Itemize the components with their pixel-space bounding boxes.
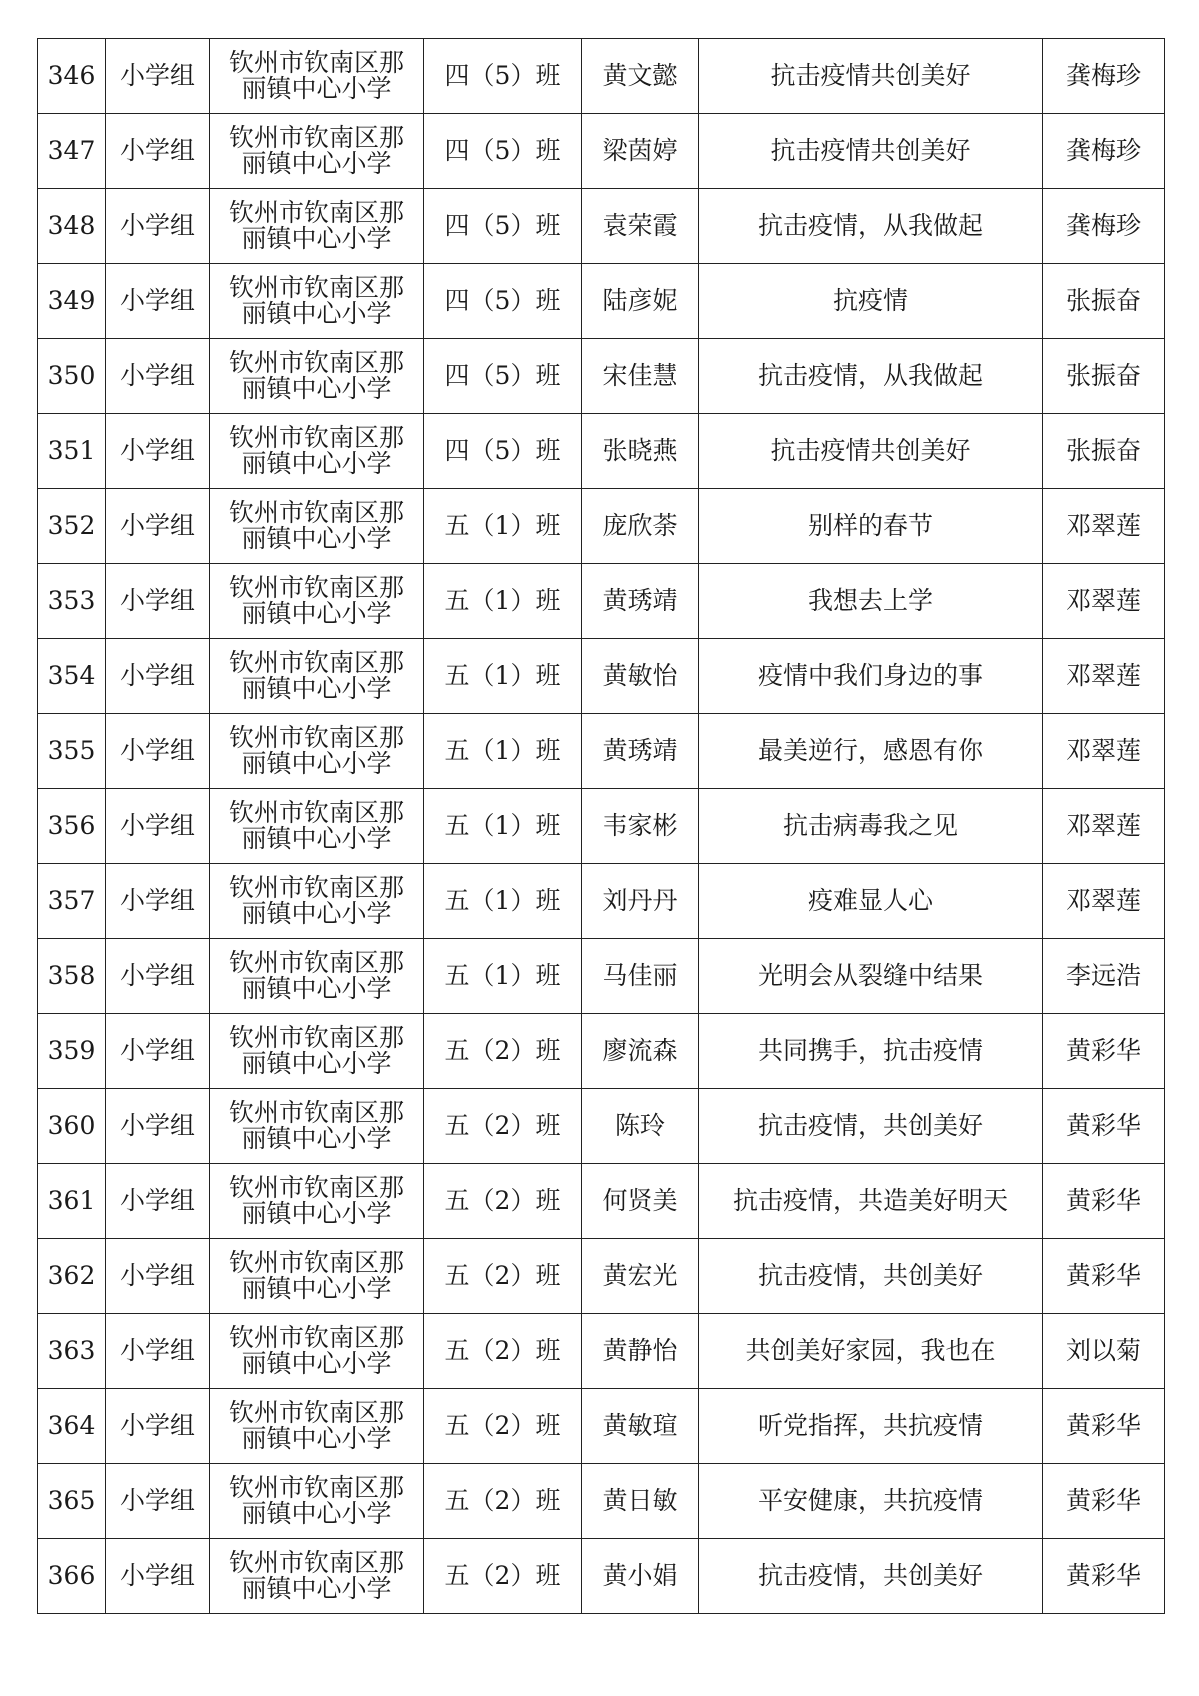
entry-group: 小学组 [106,864,210,939]
school-line-1: 钦州市钦南区那 [228,572,404,602]
entry-title: 听党指挥，共抗疫情 [699,1389,1043,1464]
entry-class: 五（1）班 [424,639,582,714]
entry-student: 黄文懿 [582,39,699,114]
school-line-1: 钦州市钦南区那 [228,1547,404,1577]
entry-number: 365 [38,1464,106,1539]
entry-title: 抗击病毒我之见 [699,789,1043,864]
entry-school [210,1464,424,1539]
entry-school [210,339,424,414]
entry-group: 小学组 [106,489,210,564]
school-line-2: 丽镇中心小学 [241,449,392,478]
entry-group: 小学组 [106,639,210,714]
entry-school [210,414,424,489]
entry-title: 抗击疫情，从我做起 [699,339,1043,414]
entry-class: 五（1）班 [424,489,582,564]
entry-number: 366 [38,1539,106,1614]
entry-class: 五（1）班 [424,714,582,789]
entry-class: 四（5）班 [424,114,582,189]
school-line-1: 钦州市钦南区那 [228,1097,404,1127]
entry-teacher: 黄彩华 [1043,1539,1165,1614]
table-row [38,1014,1165,1089]
table-row [38,1164,1165,1239]
entry-student: 庞欣荼 [582,489,699,564]
entry-group: 小学组 [106,1089,210,1164]
entry-school [210,1014,424,1089]
entry-number: 363 [38,1314,106,1389]
entry-student: 袁荣霞 [582,189,699,264]
entry-class: 四（5）班 [424,339,582,414]
entry-teacher: 黄彩华 [1043,1239,1165,1314]
entry-number: 357 [38,864,106,939]
entry-teacher: 邓翠莲 [1043,564,1165,639]
entry-teacher: 邓翠莲 [1043,864,1165,939]
entry-student: 黄琇靖 [582,714,699,789]
entry-number: 354 [38,639,106,714]
entry-teacher: 邓翠莲 [1043,639,1165,714]
school-line-2: 丽镇中心小学 [241,1199,392,1228]
school-line-1: 钦州市钦南区那 [228,347,404,377]
entry-school [210,789,424,864]
school-line-1: 钦州市钦南区那 [228,1322,404,1352]
entry-teacher: 龚梅珍 [1043,39,1165,114]
entry-group: 小学组 [106,1389,210,1464]
entry-teacher: 龚梅珍 [1043,114,1165,189]
entry-title: 共创美好家园，我也在 [699,1314,1043,1389]
school-line-2: 丽镇中心小学 [241,1049,392,1078]
entry-school [210,39,424,114]
entry-teacher: 刘以菊 [1043,1314,1165,1389]
school-line-2: 丽镇中心小学 [241,749,392,778]
entry-title: 抗击疫情共创美好 [699,39,1043,114]
entry-number: 352 [38,489,106,564]
entry-student: 黄敏瑄 [582,1389,699,1464]
school-line-1: 钦州市钦南区那 [228,422,404,452]
entry-group: 小学组 [106,789,210,864]
entry-group: 小学组 [106,114,210,189]
entry-class: 五（2）班 [424,1539,582,1614]
entry-student: 梁茵婷 [582,114,699,189]
entry-teacher: 龚梅珍 [1043,189,1165,264]
entry-teacher: 张振奋 [1043,414,1165,489]
school-line-2: 丽镇中心小学 [241,1349,392,1378]
school-line-1: 钦州市钦南区那 [228,1472,404,1502]
entry-number: 348 [38,189,106,264]
entry-teacher: 黄彩华 [1043,1464,1165,1539]
entry-student: 黄琇靖 [582,564,699,639]
entry-group: 小学组 [106,939,210,1014]
entry-number: 347 [38,114,106,189]
entry-group: 小学组 [106,1014,210,1089]
entry-group: 小学组 [106,1539,210,1614]
entry-school [210,1314,424,1389]
entry-teacher: 李远浩 [1043,939,1165,1014]
school-line-2: 丽镇中心小学 [241,674,392,703]
school-line-2: 丽镇中心小学 [241,299,392,328]
school-line-1: 钦州市钦南区那 [228,47,404,77]
entry-class: 四（5）班 [424,264,582,339]
table-row [38,714,1165,789]
entry-group: 小学组 [106,1164,210,1239]
entry-group: 小学组 [106,1239,210,1314]
entry-title: 光明会从裂缝中结果 [699,939,1043,1014]
entry-class: 五（1）班 [424,939,582,1014]
entry-student: 刘丹丹 [582,864,699,939]
entry-student: 黄静怡 [582,1314,699,1389]
entry-student: 黄小娟 [582,1539,699,1614]
entry-group: 小学组 [106,339,210,414]
entry-school [210,1089,424,1164]
entry-class: 五（2）班 [424,1314,582,1389]
entry-class: 五（1）班 [424,564,582,639]
entry-school [210,639,424,714]
entry-teacher: 邓翠莲 [1043,714,1165,789]
entry-school [210,564,424,639]
entry-class: 四（5）班 [424,189,582,264]
entry-number: 358 [38,939,106,1014]
table-row [38,1464,1165,1539]
table-row [38,489,1165,564]
school-line-2: 丽镇中心小学 [241,74,392,103]
entry-title: 平安健康，共抗疫情 [699,1464,1043,1539]
entry-class: 五（2）班 [424,1014,582,1089]
entry-student: 张晓燕 [582,414,699,489]
entry-school [210,1389,424,1464]
roster-table [37,38,1165,1614]
school-line-2: 丽镇中心小学 [241,1124,392,1153]
school-line-2: 丽镇中心小学 [241,524,392,553]
table-row [38,1539,1165,1614]
school-line-1: 钦州市钦南区那 [228,1247,404,1277]
entry-title: 最美逆行，感恩有你 [699,714,1043,789]
table-row [38,39,1165,114]
entry-group: 小学组 [106,714,210,789]
entry-title: 抗击疫情，从我做起 [699,189,1043,264]
school-line-1: 钦州市钦南区那 [228,272,404,302]
entry-school [210,264,424,339]
entry-class: 五（2）班 [424,1389,582,1464]
entry-student: 马佳丽 [582,939,699,1014]
table-row [38,339,1165,414]
entry-title: 抗击疫情，共创美好 [699,1089,1043,1164]
entry-school [210,714,424,789]
school-line-1: 钦州市钦南区那 [228,1022,404,1052]
entry-number: 362 [38,1239,106,1314]
entry-number: 364 [38,1389,106,1464]
entry-number: 355 [38,714,106,789]
entry-teacher: 邓翠莲 [1043,489,1165,564]
school-line-2: 丽镇中心小学 [241,824,392,853]
entry-student: 黄宏光 [582,1239,699,1314]
school-line-2: 丽镇中心小学 [241,224,392,253]
table-row [38,1389,1165,1464]
entry-teacher: 黄彩华 [1043,1164,1165,1239]
entry-title: 抗疫情 [699,264,1043,339]
entry-number: 350 [38,339,106,414]
school-line-2: 丽镇中心小学 [241,1274,392,1303]
school-line-1: 钦州市钦南区那 [228,1397,404,1427]
entry-school [210,939,424,1014]
entry-student: 何贤美 [582,1164,699,1239]
entry-number: 349 [38,264,106,339]
entry-school [210,1239,424,1314]
school-line-1: 钦州市钦南区那 [228,797,404,827]
entry-class: 五（2）班 [424,1464,582,1539]
school-line-2: 丽镇中心小学 [241,1499,392,1528]
school-line-1: 钦州市钦南区那 [228,497,404,527]
entry-group: 小学组 [106,414,210,489]
entry-student: 陈玲 [582,1089,699,1164]
school-line-2: 丽镇中心小学 [241,374,392,403]
entry-student: 黄敏怡 [582,639,699,714]
entry-class: 四（5）班 [424,39,582,114]
entry-title: 抗击疫情，共造美好明天 [699,1164,1043,1239]
entry-class: 五（1）班 [424,864,582,939]
table-row [38,1089,1165,1164]
school-line-2: 丽镇中心小学 [241,899,392,928]
entry-title: 抗击疫情，共创美好 [699,1539,1043,1614]
entry-title: 疫情中我们身边的事 [699,639,1043,714]
entry-number: 361 [38,1164,106,1239]
school-line-1: 钦州市钦南区那 [228,122,404,152]
entry-school [210,864,424,939]
entry-title: 抗击疫情，共创美好 [699,1239,1043,1314]
school-line-2: 丽镇中心小学 [241,1424,392,1453]
entry-number: 360 [38,1089,106,1164]
table-row [38,789,1165,864]
entry-school [210,1164,424,1239]
entry-student: 宋佳慧 [582,339,699,414]
school-line-1: 钦州市钦南区那 [228,872,404,902]
entry-student: 黄日敏 [582,1464,699,1539]
entry-group: 小学组 [106,264,210,339]
entry-teacher: 邓翠莲 [1043,789,1165,864]
table-row [38,639,1165,714]
entry-student: 廖流森 [582,1014,699,1089]
school-line-2: 丽镇中心小学 [241,149,392,178]
school-line-1: 钦州市钦南区那 [228,722,404,752]
table-row [38,264,1165,339]
entry-title: 抗击疫情共创美好 [699,114,1043,189]
school-line-2: 丽镇中心小学 [241,599,392,628]
entry-teacher: 张振奋 [1043,339,1165,414]
entry-number: 353 [38,564,106,639]
table-row [38,1314,1165,1389]
school-line-1: 钦州市钦南区那 [228,647,404,677]
table-row [38,864,1165,939]
table-row [38,189,1165,264]
entry-class: 四（5）班 [424,414,582,489]
table-row [38,114,1165,189]
entry-title: 共同携手，抗击疫情 [699,1014,1043,1089]
entry-number: 351 [38,414,106,489]
entry-school [210,114,424,189]
entry-group: 小学组 [106,1464,210,1539]
entry-teacher: 黄彩华 [1043,1089,1165,1164]
entry-number: 346 [38,39,106,114]
entry-group: 小学组 [106,39,210,114]
entry-teacher: 黄彩华 [1043,1014,1165,1089]
school-line-2: 丽镇中心小学 [241,1574,392,1603]
entry-class: 五（2）班 [424,1164,582,1239]
entry-school [210,1539,424,1614]
table-row [38,414,1165,489]
entry-title: 疫难显人心 [699,864,1043,939]
entry-group: 小学组 [106,1314,210,1389]
school-line-1: 钦州市钦南区那 [228,1172,404,1202]
table-row [38,1239,1165,1314]
entry-school [210,189,424,264]
entry-title: 别样的春节 [699,489,1043,564]
roster-body [38,39,1165,1614]
entry-group: 小学组 [106,189,210,264]
entry-group: 小学组 [106,564,210,639]
table-row [38,939,1165,1014]
school-line-2: 丽镇中心小学 [241,974,392,1003]
entry-teacher: 黄彩华 [1043,1389,1165,1464]
entry-title: 我想去上学 [699,564,1043,639]
school-line-1: 钦州市钦南区那 [228,197,404,227]
school-line-1: 钦州市钦南区那 [228,947,404,977]
table-row [38,564,1165,639]
entry-class: 五（2）班 [424,1089,582,1164]
entry-student: 陆彦妮 [582,264,699,339]
entry-class: 五（1）班 [424,789,582,864]
entry-title: 抗击疫情共创美好 [699,414,1043,489]
entry-school [210,489,424,564]
entry-class: 五（2）班 [424,1239,582,1314]
entry-number: 356 [38,789,106,864]
entry-student: 韦家彬 [582,789,699,864]
entry-number: 359 [38,1014,106,1089]
entry-teacher: 张振奋 [1043,264,1165,339]
